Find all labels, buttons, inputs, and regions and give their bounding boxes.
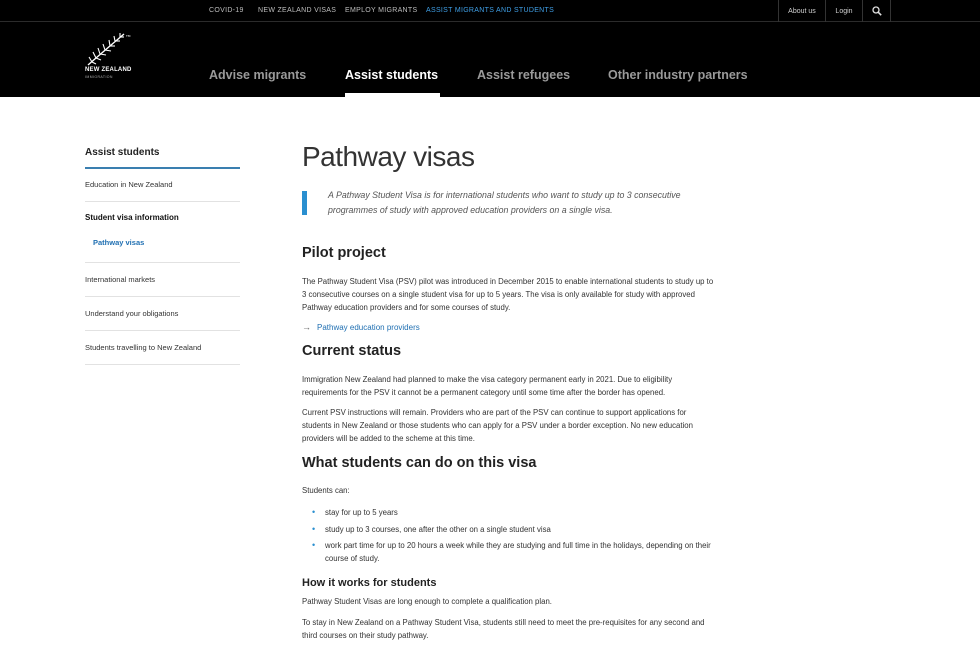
sidebar-divider — [85, 201, 240, 202]
pathway-providers-label: Pathway education providers — [317, 322, 420, 332]
sidebar-item-student-visa-info[interactable]: Student visa information — [85, 213, 179, 222]
sidebar-title-underline — [85, 167, 240, 169]
list-item — [312, 539, 712, 565]
how-it-works-para-1: Pathway Student Visas are long enough to complete a qualification plan. — [302, 597, 552, 606]
list-item — [312, 506, 712, 519]
intro-text: A Pathway Student Visa is for international students who want to study up to 3 consecutive programmes of study with approved education providers on a single visa. — [328, 190, 681, 215]
login-link[interactable] — [825, 0, 862, 22]
nav-assist-students[interactable]: Assist students — [345, 68, 439, 82]
current-status-para-2: Current PSV instructions will remain. Providers who are part of the PSV can continue to support applications for students in New Zealand or those students who can apply for a PSV under a border exception. No new education providers will be added to the scheme at this time. — [302, 408, 693, 443]
bullet-icon: • — [312, 540, 316, 550]
utility-bar — [0, 0, 980, 22]
sidebar-item-understand-obligations[interactable]: Understand your obligations — [85, 309, 179, 318]
page-title: Pathway visas — [302, 141, 475, 172]
sidebar-item-international-markets[interactable]: International markets — [85, 275, 156, 284]
sidebar-item-pathway-visas[interactable]: Pathway visas — [93, 238, 145, 247]
current-status-para-1: Immigration New Zealand had planned to make the visa category permanent early in 2021. Due to eligibility requirements for the PSV it cannot be a permanent category until some time after the border has opened. — [302, 375, 673, 397]
sidebar-divider — [85, 330, 240, 331]
nav-other-industry-partners[interactable]: Other industry partners — [608, 68, 748, 82]
list-item-text: stay for up to 5 years — [325, 508, 398, 517]
intro-accent-bar — [302, 191, 307, 215]
list-item — [312, 523, 712, 536]
arrow-right-icon: → — [302, 322, 311, 332]
sidebar-title[interactable]: Assist students — [85, 147, 160, 158]
about-us-label: About us — [788, 7, 816, 15]
nav-advise-migrants[interactable]: Advise migrants — [209, 68, 307, 82]
top-link-nz-visas[interactable]: NEW ZEALAND VISAS — [258, 7, 337, 14]
current-status-heading: Current status — [302, 343, 402, 359]
logo-wordmark: NEW ZEALAND — [85, 67, 132, 73]
bullet-icon: • — [312, 507, 316, 517]
sidebar-divider — [85, 296, 240, 297]
pilot-project-heading: Pilot project — [302, 245, 386, 261]
sidebar-item-students-travelling[interactable]: Students travelling to New Zealand — [85, 343, 202, 352]
sidebar-divider — [85, 364, 240, 365]
sidebar-item-education-nz[interactable]: Education in New Zealand — [85, 180, 173, 189]
nav-assist-refugees[interactable]: Assist refugees — [477, 68, 571, 82]
how-it-works-heading: How it works for students — [302, 577, 437, 589]
top-link-covid[interactable]: COVID-19 — [209, 7, 244, 14]
list-item-text: study up to 3 courses, one after the other on a single student visa — [325, 525, 551, 534]
list-item-text: work part time for up to 20 hours a week while they are studying and full time in the holidays, depending on their course of study. — [325, 541, 711, 563]
active-nav-indicator — [345, 93, 440, 97]
what-students-can-do-heading: What students can do on this visa — [302, 455, 537, 471]
login-label: Login — [835, 7, 853, 15]
sidebar-divider — [85, 262, 240, 263]
bullet-icon: • — [312, 524, 316, 534]
pilot-project-text: The Pathway Student Visa (PSV) pilot was introduced in December 2015 to enable international students to study up to 3 consecutive courses on a single student visa for up to 5 years. The visa is only available for study with approved Pathway education providers and for some courses of study. — [302, 277, 714, 312]
search-button[interactable] — [862, 0, 891, 22]
site-header — [0, 0, 980, 97]
students-can-intro: Students can: — [302, 486, 350, 495]
top-link-employ-migrants[interactable]: EMPLOY MIGRANTS — [345, 7, 418, 14]
search-icon — [872, 6, 882, 16]
how-it-works-para-2: To stay in New Zealand on a Pathway Student Visa, students still need to meet the pre-requisites for any second and third courses on their study pathway. — [302, 618, 705, 640]
logo-subtitle: IMMIGRATION — [85, 75, 113, 79]
about-us-link[interactable] — [778, 0, 825, 22]
svg-text:TM: TM — [126, 34, 131, 38]
top-link-assist-migrants-students[interactable]: ASSIST MIGRANTS AND STUDENTS — [426, 7, 555, 14]
pathway-providers-link[interactable] — [302, 322, 420, 332]
